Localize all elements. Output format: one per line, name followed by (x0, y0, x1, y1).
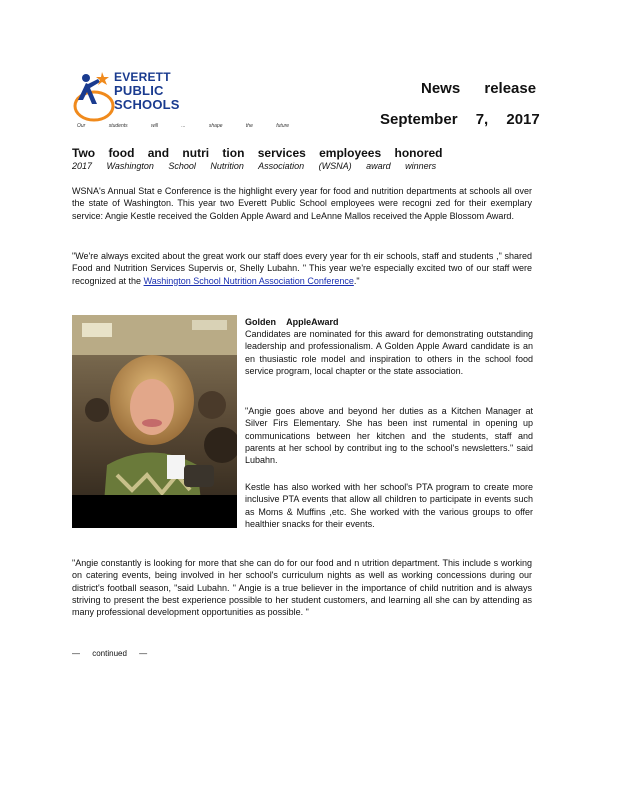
side-section-title: Golden AppleAward (245, 317, 339, 327)
photo-caption-bar (72, 495, 237, 528)
news-release-label: News release (421, 80, 537, 97)
side-paragraph-pta: Kestle has also worked with her school's PTA program to create more inclusive PTA events that allow all children to participate in events such as Moms & Muffins ,etc. She worked with the various groups to offer healthier snacks for their events. (245, 482, 533, 529)
headline: Two food and nutri tion services employees honored (72, 146, 443, 160)
quote-end: ." (353, 275, 360, 286)
district-logo (72, 68, 237, 130)
logo-figure-icon (72, 68, 116, 126)
logo-tagline: Our students will ... shape the future (77, 123, 290, 129)
logo-wordmark (114, 70, 180, 112)
paragraph-closing: "Angie constantly is looking for more that she can do for our food and n utrition department. This include s working on catering events, being involved in her school's curriculum nights as well as working concessions during our district's football season, "said Lubahn. " Angie is a true believer in the importance of child nutrition and is always striving to present the best experience possible to her student customers, and learning all she can by attending as many professional development opportunities as possible. " (72, 558, 532, 618)
side-paragraph-quote: "Angie goes above and beyond her duties as a Kitchen Manager at Silver Firs Elementary. She has been inst rumental in opening up communications between her kitchen and the students, staff and parents at her school by contribut ing to the school's newsletters." said Lubahn. (245, 406, 533, 466)
release-date: September 7, 2017 (380, 111, 540, 128)
paragraph-intro: WSNA's Annual Stat e Conference is the highlight every year for food and nutrition departments at schools all over the state of Washington. This year two Everett Public School employees were recogni zed for their exemplary service: Angie Kestle received the Golden Apple Award and LeAnne Mallos received the Apple Blossom Award. (72, 186, 532, 221)
paragraph-quote (72, 250, 532, 287)
conference-link[interactable]: Washington School Nutrition Association Conference (143, 275, 354, 286)
logo-line-1: EVERETT (114, 70, 171, 84)
logo-line-2: PUBLIC (114, 83, 164, 98)
side-paragraph-criteria: Candidates are nominated for this award for demonstrating outstanding leadership and professionalism. A Golden Apple Award candidate is an en thusiastic role model and inspiration to others in the school food service program, local chapter or the state association. (245, 329, 533, 376)
continued-marker: — continued — (72, 649, 148, 658)
subheadline: 2017 Washington School Nutrition Association (WSNA) award winners (72, 161, 437, 171)
logo-line-3: SCHOOLS (114, 97, 180, 112)
quote-text: "We're always excited about the great work our staff does every year for th eir schools, staff and students ," shared Food and Nutrition Services Supervis or, Shelly Lubahn. " This year we're especially excited two of our staff were recognized at the (72, 251, 532, 286)
